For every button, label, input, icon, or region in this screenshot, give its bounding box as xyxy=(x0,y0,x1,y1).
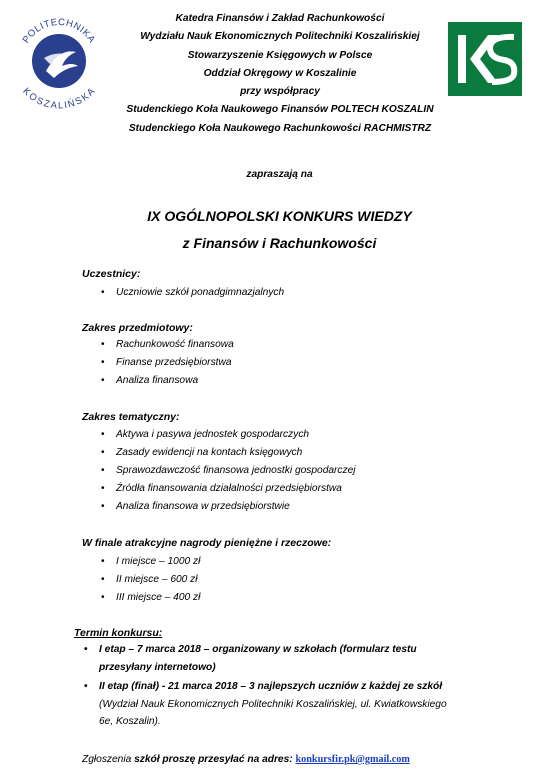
contest-subtitle: z Finansów i Rachunkowości xyxy=(182,235,377,251)
participants-heading: Uczestnicy: xyxy=(82,268,141,280)
list-item: • Zasady ewidencji na kontach księgowych xyxy=(101,447,303,458)
submission-line xyxy=(82,754,410,765)
organizer-line: Stowarzyszenie Księgowych w Polsce xyxy=(187,49,373,61)
bullet-icon: • xyxy=(101,574,105,585)
list-item: • Rachunkowość finansowa xyxy=(101,339,234,350)
bullet-icon: • xyxy=(84,644,88,655)
list-item: • Źródła finansowania działalności przedsiębiorstwa xyxy=(101,483,342,494)
stage-2-location-cont: 6e, Koszalin). xyxy=(99,716,161,727)
stage-2: • II etap (finał) - 21 marca 2018 – 3 najlepszych uczniów z każdej ze szkół xyxy=(84,681,443,692)
bullet-icon: • xyxy=(101,339,105,350)
organizers-block xyxy=(60,10,500,138)
topics-heading: Zakres tematyczny: xyxy=(82,411,180,423)
list-item: • Sprawozdawczość finansowa jednostki gospodarczej xyxy=(101,465,356,476)
email-link[interactable]: konkursfir.pk@gmail.com xyxy=(295,754,410,765)
list-item: • I miejsce – 1000 zł xyxy=(101,556,201,567)
submission-text: szkół proszę przesyłać na adres: xyxy=(134,754,296,765)
list-item: • III miejsce – 400 zł xyxy=(101,592,201,603)
bullet-icon: • xyxy=(101,556,105,567)
contest-title: IX OGÓLNOPOLSKI KONKURS WIEDZY xyxy=(147,208,412,224)
subjects-heading: Zakres przedmiotowy: xyxy=(82,322,193,334)
bullet-icon: • xyxy=(101,429,105,440)
bullet-icon: • xyxy=(101,501,105,512)
invite-text: zapraszają na xyxy=(246,169,313,180)
bullet-icon: • xyxy=(101,287,105,298)
bullet-icon: • xyxy=(101,375,105,386)
prizes-heading: W finale atrakcyjne nagrody pieniężne i rzeczowe: xyxy=(82,537,332,549)
list-item: • Analiza finansowa xyxy=(101,375,199,386)
list-item: • Analiza finansowa w przedsiębiorstwie xyxy=(101,501,290,512)
schedule-heading: Termin konkursu: xyxy=(74,627,163,639)
logo-text-top: POLITECHNIKA xyxy=(20,16,98,46)
organizer-line: Wydziału Nauk Ekonomicznych Politechniki Koszalińskiej xyxy=(140,31,420,43)
stage-1: • I etap – 7 marca 2018 – organizowany w szkołach (formularz testu xyxy=(84,644,417,655)
organizer-line: Katedra Finansów i Zakład Rachunkowości xyxy=(175,13,385,24)
logo-text-bottom: KOSZALIŃSKA xyxy=(20,85,98,112)
bullet-icon: • xyxy=(101,447,105,458)
stage-2-location: (Wydział Nauk Ekonomicznych Politechniki Koszalińskiej, ul. Kwiatkowskiego xyxy=(99,699,447,710)
bullet-icon: • xyxy=(84,681,88,692)
bullet-icon: • xyxy=(101,357,105,368)
bullet-icon: • xyxy=(101,483,105,494)
organizer-line: Studenckiego Koła Naukowego Rachunkowości RACHMISTRZ xyxy=(128,122,432,134)
list-item: • Uczniowie szkół ponadgimnazjalnych xyxy=(101,287,285,298)
bullet-icon: • xyxy=(101,592,105,603)
organizer-line: przy współpracy xyxy=(240,86,320,98)
list-item: • II miejsce – 600 zł xyxy=(101,574,198,585)
submission-prefix: Zgłoszenia xyxy=(82,754,135,765)
stage-1-cont: przesyłany internetowo) xyxy=(99,662,216,673)
list-item: • Finanse przedsiębiorstwa xyxy=(101,357,232,368)
list-item: • Aktywa i pasywa jednostek gospodarczych xyxy=(101,429,310,440)
bullet-icon: • xyxy=(101,465,105,476)
organizer-line: Studenckiego Koła Naukowego Finansów POLTECH KOSZALIN xyxy=(126,104,434,116)
organizer-line: Oddział Okręgowy w Koszalinie xyxy=(203,67,357,79)
